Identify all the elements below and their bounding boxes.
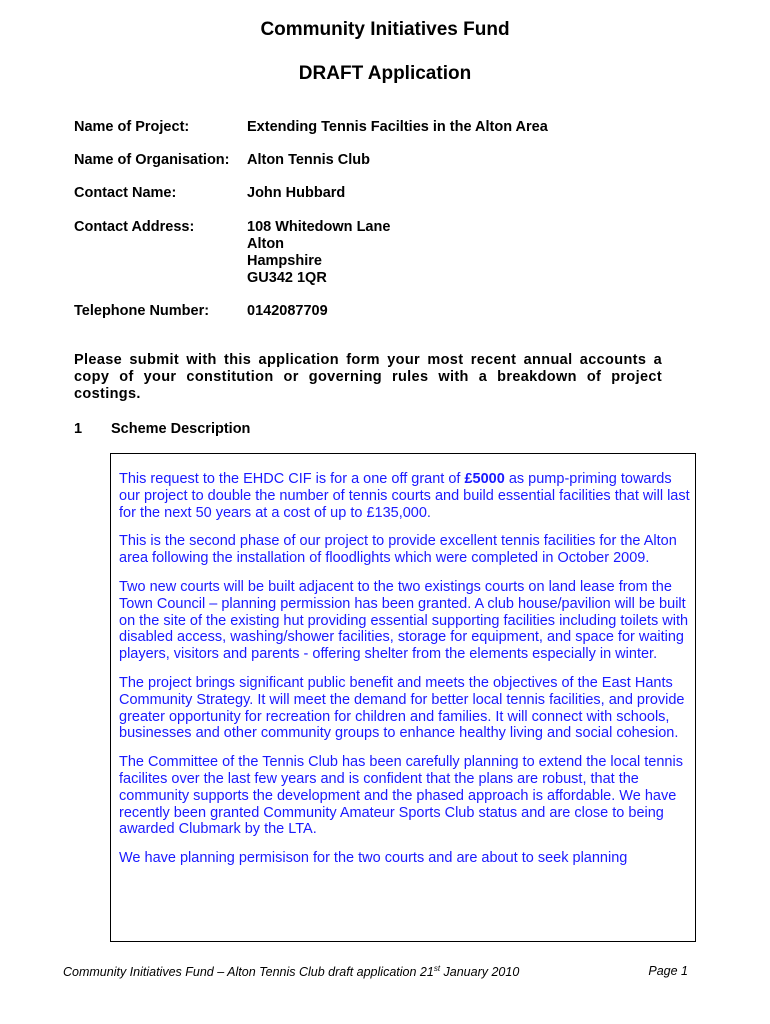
scheme-description-text	[119, 471, 691, 879]
scheme-paragraph: The Committee of the Tennis Club has been carefully planning to extend the local tennis facilites over the last few years and is confident that the plans are robust, that the community supports the development and the phased approach is affordable. We have recently been granted Community Amateur Sports Club status and are close to being awarded Clubmark by the LTA.	[119, 754, 683, 838]
address-line: Alton	[247, 236, 285, 252]
contact-name-value: John Hubbard	[247, 185, 346, 201]
address-line: Hampshire	[247, 253, 322, 269]
contact-name-label: Contact Name:	[74, 185, 177, 201]
document-subtitle: DRAFT Application	[298, 63, 472, 84]
scheme-paragraph: This is the second phase of our project to provide excellent tennis facilities for the Alton area following the installation of floodlights which were completed in October 2009.	[119, 533, 677, 567]
grant-amount: £5000	[464, 471, 505, 487]
section-title: Scheme Description	[111, 421, 251, 437]
document-title: Community Initiatives Fund	[260, 19, 510, 40]
scheme-text: as pump-priming towards our project to double the number of tennis courts and build essential facilities that will last for the next 50 years at a cost of up to £135,000.	[119, 471, 690, 521]
address-line: GU342 1QR	[247, 270, 327, 286]
section-number: 1	[74, 421, 83, 437]
address-line: 108 Whitedown Lane	[247, 219, 391, 235]
scheme-paragraph: Two new courts will be built adjacent to the two existings courts on land lease from the Town Council – planning permission has been granted. A club house/pavilion will be built on the site of the existing hut providing essential supporting facilities including toilets with disabled access, washing/shower facilities, storage for equipment, and space for waiting players, visitors and parents - offering shelter from the elements especially in winter.	[119, 578, 689, 663]
organisation-value: Alton Tennis Club	[247, 152, 370, 168]
footer-text-part: Community Initiatives Fund – Alton Tennis Club draft application 21	[63, 965, 434, 980]
scheme-text: This request to the EHDC CIF is for a one off grant of	[119, 471, 465, 487]
submission-instructions: Please submit with this application form your most recent annual accounts a copy of your constitution or governing rules with a breakdown of project costings.	[74, 352, 662, 402]
scheme-paragraph	[119, 471, 691, 521]
footer-superscript: st	[433, 964, 441, 973]
page-number: Page 1	[648, 964, 688, 978]
contact-address-label: Contact Address:	[74, 219, 195, 235]
telephone-value: 0142087709	[247, 303, 328, 319]
footer-text-part: January 2010	[440, 965, 520, 980]
scheme-paragraph: The project brings significant public benefit and meets the objectives of the East Hants Community Strategy. It will meet the demand for better local tennis facilities, and provide greater opportunity for recreation for children and families. It will connect with schools, businesses and other community groups to enhance healthy living and social cohesion.	[119, 674, 685, 742]
footer-text	[63, 964, 519, 979]
project-value: Extending Tennis Facilties in the Alton Area	[247, 119, 548, 135]
scheme-description-box	[110, 453, 696, 942]
project-label: Name of Project:	[74, 119, 190, 135]
telephone-label: Telephone Number:	[74, 303, 210, 319]
contact-address-value	[247, 219, 390, 287]
organisation-label: Name of Organisation:	[74, 152, 230, 168]
scheme-paragraph: We have planning permisison for the two courts and are about to seek planning	[119, 850, 628, 867]
